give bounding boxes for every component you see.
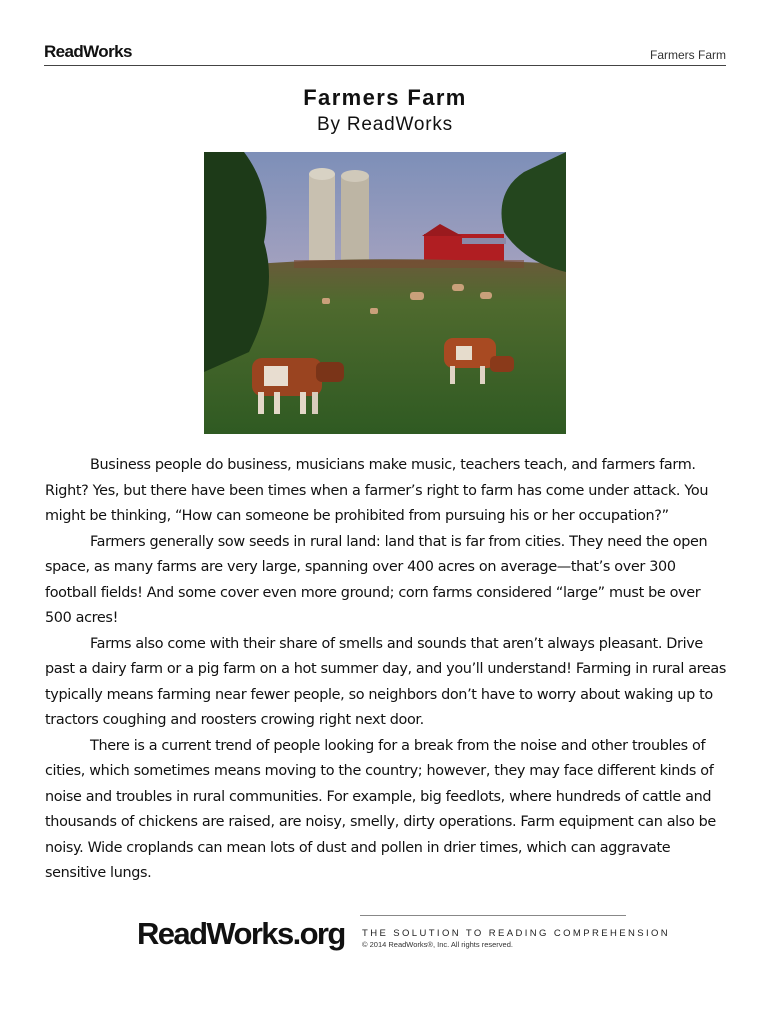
farm-photo bbox=[204, 152, 566, 434]
paragraph: Farmers generally sow seeds in rural land: land that is far from cities. They need the open space, as many farms are very large, spanning over 400 acres on average—that’s over 300 football fields! And some cover even more ground; corn farms considered “large” must be over 500 acres! bbox=[45, 533, 708, 626]
header-logo: ReadWorks bbox=[44, 42, 132, 61]
footer-copyright: © 2014 ReadWorks®, Inc. All rights reserved. bbox=[362, 940, 513, 949]
footer-tagline: THE SOLUTION TO READING COMPREHENSION bbox=[362, 928, 671, 939]
article-body bbox=[45, 453, 730, 887]
paragraph: Business people do business, musicians make music, teachers teach, and farmers farm. Right? Yes, but there have been times when a farmer’s right to farm has come under attack. You might be thinking, “How can someone be prohibited from pursuing his or her occupation?” bbox=[45, 457, 709, 524]
footer-divider bbox=[360, 915, 626, 916]
paragraph: Farms also come with their share of smells and sounds that aren’t always pleasant. Drive past a dairy farm or a pig farm on a hot summer day, and you’ll understand! Farming in rural areas typically means farming near fewer people, so neighbors don’t have to worry about waking up to tractors coughing and roosters crowing right next door. bbox=[45, 635, 727, 728]
paragraph: There is a current trend of people looking for a break from the noise and other troubles of cities, which sometimes means moving to the country; however, they may face different kinds of noise and troubles in rural communities. For example, big feedlots, where hundreds of cattle and thousands of chickens are raised, are noisy, smelly, dirty operations. Farm equipment can also be noisy. Wide croplands can mean lots of dust and pollen in drier times, which can aggravate sensitive lungs. bbox=[45, 737, 716, 881]
footer-logo: ReadWorks.org bbox=[137, 916, 345, 951]
document-title: Farmers Farm bbox=[303, 85, 467, 110]
header-divider bbox=[44, 65, 726, 66]
document-byline: By ReadWorks bbox=[317, 114, 453, 135]
running-title: Farmers Farm bbox=[650, 48, 726, 62]
